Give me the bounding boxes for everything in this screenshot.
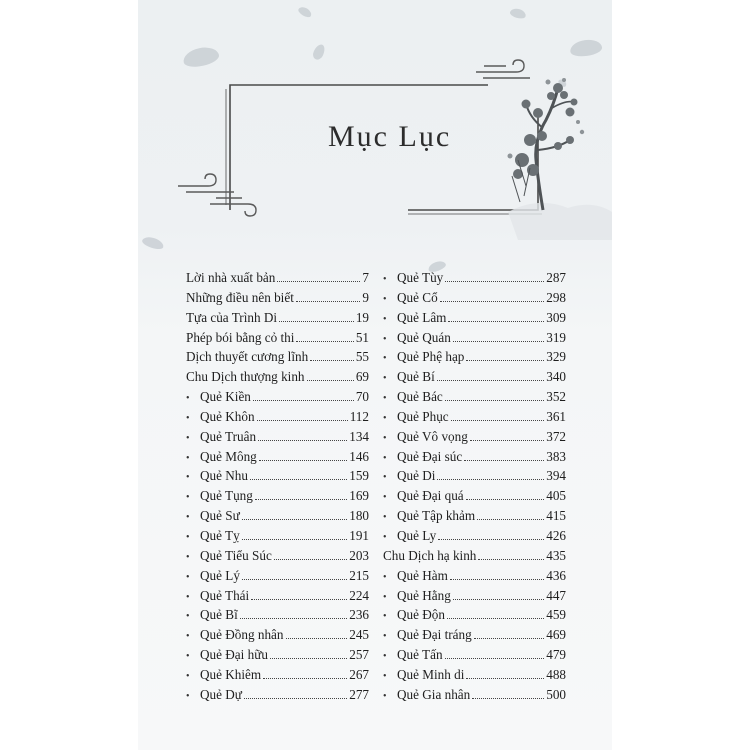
toc-entry-page-number: 180 [349, 508, 369, 524]
toc-entry-page-number: 224 [349, 587, 369, 603]
toc-entry-page-number: 9 [362, 289, 369, 305]
bullet-icon: • [186, 531, 190, 543]
toc-entry-page-number: 329 [546, 349, 566, 365]
dot-leader [448, 321, 544, 322]
toc-entry-page-number: 319 [546, 329, 566, 345]
toc-entry [186, 488, 369, 508]
dot-leader [453, 599, 544, 600]
toc-entry-title: Quẻ Tụng [200, 488, 253, 504]
toc-entry-title: Quẻ Lâm [397, 309, 447, 325]
dot-leader [440, 301, 545, 302]
toc-column-right [383, 270, 566, 707]
toc-entry [383, 508, 566, 528]
bullet-icon: • [186, 472, 190, 484]
toc-entry [186, 687, 369, 707]
toc-entry-title: Quẻ Hàm [397, 567, 448, 583]
toc-entry [383, 607, 566, 627]
dot-leader [242, 579, 347, 580]
toc-entry [186, 330, 369, 350]
dot-leader [277, 281, 360, 282]
dot-leader [307, 380, 354, 381]
bullet-icon: • [383, 571, 387, 583]
toc-entry [383, 528, 566, 548]
toc-entry-page-number: 69 [355, 369, 369, 385]
bullet-icon: • [186, 690, 190, 702]
toc-entry-title: Quẻ Vô vọng [397, 428, 468, 444]
toc-entry [186, 667, 369, 687]
toc-entry-page-number: 169 [349, 488, 369, 504]
toc-entry [186, 449, 369, 469]
toc-entry [186, 468, 369, 488]
toc-entry-title: Quẻ Cổ [397, 289, 438, 305]
toc-entry-page-number: 298 [546, 289, 566, 305]
toc-entry-page-number: 70 [355, 389, 369, 405]
toc-entry-title: Quẻ Đại tráng [397, 627, 472, 643]
toc-entry-title: Chu Dịch thượng kinh [186, 369, 305, 385]
toc-entry-title: Quẻ Khôn [200, 408, 255, 424]
dot-leader [464, 460, 544, 461]
toc-entry-page-number: 405 [546, 488, 566, 504]
bullet-icon: • [186, 631, 190, 643]
dot-leader [259, 460, 347, 461]
toc-entry-page-number: 361 [546, 408, 566, 424]
dot-leader [451, 420, 545, 421]
dot-leader [255, 499, 347, 500]
dot-leader [258, 440, 347, 441]
toc-entry-page-number: 203 [349, 547, 369, 563]
toc-entry-page-number: 469 [546, 627, 566, 643]
toc-entry-title: Phép bói bằng cỏ thi [186, 329, 295, 345]
dot-leader [466, 499, 545, 500]
toc-entry-page-number: 488 [546, 666, 566, 682]
toc-entry-title: Quẻ Minh di [397, 666, 465, 682]
toc-entry [383, 389, 566, 409]
toc-entry [383, 568, 566, 588]
toc-entry-title: Quẻ Phệ hạp [397, 349, 465, 365]
toc-entry-title: Quẻ Tỵ [200, 527, 240, 543]
toc-entry-title: Quẻ Lý [200, 567, 240, 583]
toc-entry-title: Quẻ Di [397, 468, 436, 484]
bullet-icon: • [186, 393, 190, 405]
dot-leader [445, 281, 544, 282]
toc-entry [186, 548, 369, 568]
bullet-icon: • [186, 512, 190, 524]
dot-leader [257, 420, 348, 421]
toc-entry [186, 310, 369, 330]
bullet-icon: • [383, 472, 387, 484]
toc-entry-page-number: 287 [546, 270, 566, 285]
dot-leader [250, 479, 347, 480]
dot-leader [453, 341, 544, 342]
dot-leader [447, 618, 544, 619]
bullet-icon: • [383, 690, 387, 702]
bullet-icon: • [383, 611, 387, 623]
bullet-icon: • [186, 651, 190, 663]
toc-entry [383, 349, 566, 369]
toc-entry [186, 627, 369, 647]
bullet-icon: • [186, 591, 190, 603]
toc-entry [383, 270, 566, 290]
toc-entry-page-number: 415 [546, 508, 566, 524]
toc-entry [186, 290, 369, 310]
bullet-icon: • [383, 631, 387, 643]
dot-leader [437, 380, 544, 381]
toc-entry [186, 369, 369, 389]
toc-entry-title: Dịch thuyết cương lĩnh [186, 349, 309, 365]
dot-leader [437, 479, 544, 480]
dot-leader [274, 559, 347, 560]
toc-entry-page-number: 436 [546, 567, 566, 583]
bullet-icon: • [186, 452, 190, 464]
dot-leader [474, 638, 545, 639]
toc-entry [186, 607, 369, 627]
toc-entry-page-number: 352 [546, 389, 566, 405]
bullet-icon: • [383, 591, 387, 603]
dot-leader [310, 360, 354, 361]
toc-entry-title: Quẻ Kiền [200, 389, 251, 405]
toc-entry-page-number: 500 [546, 686, 566, 702]
dot-leader [470, 440, 544, 441]
toc-entry [186, 429, 369, 449]
toc-entry-title: Quẻ Tấn [397, 647, 443, 663]
dot-leader [445, 400, 544, 401]
toc-entry-page-number: 55 [355, 349, 369, 365]
bullet-icon: • [383, 492, 387, 504]
toc-entry-page-number: 394 [546, 468, 566, 484]
toc-entry-page-number: 159 [349, 468, 369, 484]
toc-entry-page-number: 146 [349, 448, 369, 464]
toc-entry-title: Quẻ Đại quá [397, 488, 464, 504]
bullet-icon: • [383, 412, 387, 424]
toc-entry [383, 468, 566, 488]
toc-entry-page-number: 479 [546, 647, 566, 663]
toc-column-left [186, 270, 369, 707]
toc-entry [383, 687, 566, 707]
bullet-icon: • [383, 432, 387, 444]
toc-entry-title: Quẻ Nhu [200, 468, 248, 484]
bullet-icon: • [186, 571, 190, 583]
toc-entry-title: Quẻ Bác [397, 389, 443, 405]
toc-entry-page-number: 459 [546, 607, 566, 623]
toc-entry-page-number: 51 [355, 329, 369, 345]
toc-entry [186, 568, 369, 588]
toc-entry-page-number: 267 [349, 666, 369, 682]
bullet-icon: • [383, 373, 387, 385]
toc-entry-title: Quẻ Tùy [397, 270, 444, 285]
dot-leader [244, 698, 347, 699]
bullet-icon: • [383, 353, 387, 365]
dot-leader [478, 559, 544, 560]
bullet-icon: • [186, 492, 190, 504]
dot-leader [286, 638, 348, 639]
toc-entry [186, 508, 369, 528]
toc-entry [383, 488, 566, 508]
toc-entry-title: Quẻ Sư [200, 508, 240, 524]
toc-entry-title: Quẻ Thái [200, 587, 250, 603]
toc-entry-page-number: 372 [546, 428, 566, 444]
bullet-icon: • [383, 333, 387, 345]
toc-entry-title: Quẻ Đại súc [397, 448, 463, 464]
toc-entry-page-number: 383 [546, 448, 566, 464]
dot-leader [438, 539, 544, 540]
toc-entry-page-number: 19 [355, 309, 369, 325]
toc-entry-title: Quẻ Hằng [397, 587, 451, 603]
toc-entry-title: Quẻ Tiểu Súc [200, 547, 272, 563]
toc-entry-title: Quẻ Khiêm [200, 666, 262, 682]
toc-entry-page-number: 277 [349, 686, 369, 702]
toc-entry-page-number: 340 [546, 369, 566, 385]
bullet-icon: • [186, 432, 190, 444]
toc-entry [186, 270, 369, 290]
toc-entry-page-number: 191 [349, 527, 369, 543]
dot-leader [253, 400, 354, 401]
toc-entry [383, 449, 566, 469]
toc-entry [383, 369, 566, 389]
dot-leader [466, 360, 544, 361]
bullet-icon: • [383, 274, 387, 285]
toc-entry-title: Quẻ Gia nhân [397, 686, 471, 702]
toc-entry-page-number: 426 [546, 527, 566, 543]
toc-entry-title: Quẻ Đại hữu [200, 647, 268, 663]
cloud-swirl-icon [476, 60, 530, 78]
page-title: Mục Lục [328, 120, 452, 153]
toc-entry-title: Tựa của Trình Di [186, 309, 278, 325]
bullet-icon: • [186, 611, 190, 623]
toc-entry-title: Quẻ Mông [200, 448, 257, 464]
toc-entry [186, 409, 369, 429]
dot-leader [296, 301, 361, 302]
toc-entry [383, 409, 566, 429]
bullet-icon: • [383, 393, 387, 405]
toc-entry-title: Quẻ Độn [397, 607, 445, 623]
dot-leader [242, 519, 347, 520]
bullet-icon: • [383, 670, 387, 682]
toc-entry [186, 389, 369, 409]
bullet-icon: • [383, 452, 387, 464]
toc-entry-page-number: 257 [349, 647, 369, 663]
toc-entry-page-number: 134 [349, 428, 369, 444]
dot-leader [477, 519, 544, 520]
toc-entry [383, 627, 566, 647]
cloud-swirl-icon [178, 174, 256, 216]
toc-entry-title: Quẻ Bĩ [200, 607, 238, 623]
bullet-icon: • [383, 512, 387, 524]
toc-entry-title: Quẻ Bí [397, 369, 435, 385]
toc-entry-title: Quẻ Tập khảm [397, 508, 476, 524]
toc-entry-page-number: 215 [349, 567, 369, 583]
dot-leader [270, 658, 347, 659]
toc-entry-title: Quẻ Truân [200, 428, 257, 444]
toc-entry [383, 310, 566, 330]
dot-leader [240, 618, 347, 619]
toc-entry [383, 290, 566, 310]
toc-entry-title: Quẻ Quán [397, 329, 451, 345]
toc-entry-title: Những điều nên biết [186, 289, 294, 305]
toc-entry [383, 330, 566, 350]
toc-entry-title: Quẻ Đồng nhân [200, 627, 284, 643]
toc-entry [383, 548, 566, 568]
toc-entry [383, 429, 566, 449]
toc-entry-page-number: 447 [546, 587, 566, 603]
toc-entry [186, 528, 369, 548]
bullet-icon: • [186, 412, 190, 424]
toc-entry [383, 588, 566, 608]
dot-leader [242, 539, 348, 540]
dot-leader [296, 341, 353, 342]
toc-entry-page-number: 435 [546, 547, 566, 563]
toc-entry [186, 647, 369, 667]
toc-entry-page-number: 309 [546, 309, 566, 325]
toc-entry [383, 647, 566, 667]
toc-entry-title: Chu Dịch hạ kinh [383, 547, 477, 563]
bullet-icon: • [383, 531, 387, 543]
toc-entry-page-number: 245 [349, 627, 369, 643]
toc-entry-title: Quẻ Ly [397, 527, 437, 543]
dot-leader [472, 698, 544, 699]
toc-entry-title: Lời nhà xuất bản [186, 270, 276, 285]
toc-entry-page-number: 112 [349, 408, 369, 424]
dot-leader [251, 599, 347, 600]
toc-entry [186, 349, 369, 369]
toc-entry-page-number: 7 [362, 270, 369, 285]
bullet-icon: • [186, 670, 190, 682]
dot-leader [445, 658, 545, 659]
dot-leader [279, 321, 354, 322]
toc-entry-title: Quẻ Dự [200, 686, 242, 702]
toc-entry-title: Quẻ Phục [397, 408, 449, 424]
toc-entry-page-number: 236 [349, 607, 369, 623]
bullet-icon: • [383, 651, 387, 663]
dot-leader [450, 579, 544, 580]
bullet-icon: • [383, 293, 387, 305]
toc-entry [186, 588, 369, 608]
dot-leader [263, 678, 347, 679]
bullet-icon: • [186, 551, 190, 563]
plum-blossom-branch-icon [508, 78, 585, 210]
bullet-icon: • [383, 313, 387, 325]
dot-leader [466, 678, 544, 679]
toc-entry [383, 667, 566, 687]
